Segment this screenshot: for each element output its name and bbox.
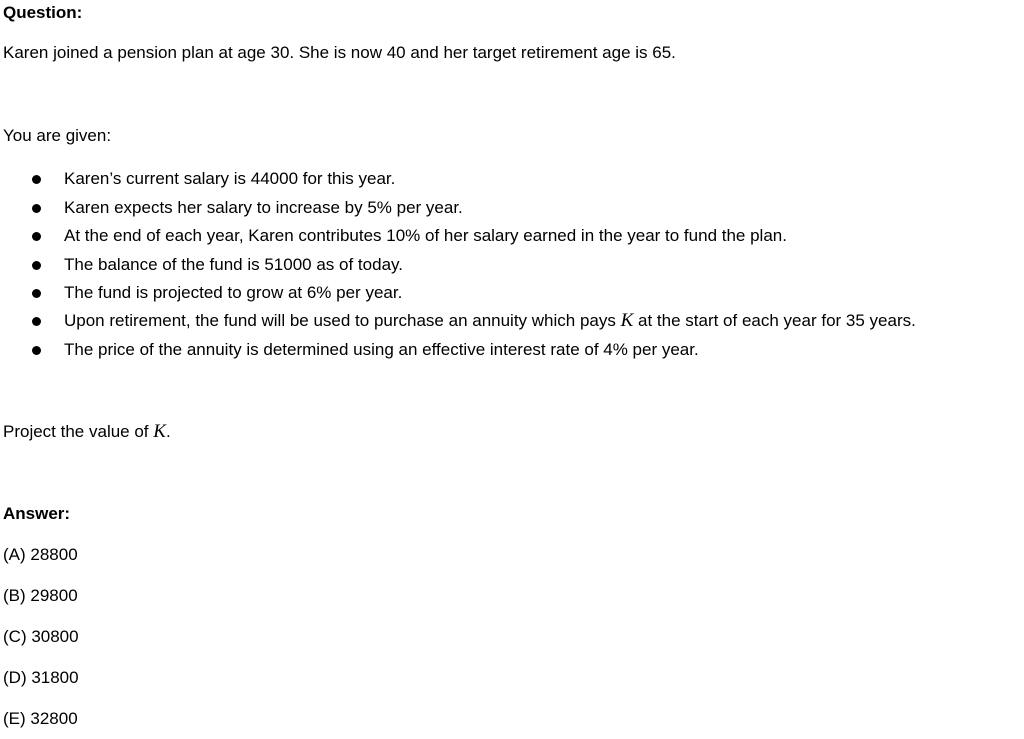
bullet-icon	[32, 261, 41, 270]
bullet-icon	[32, 204, 41, 213]
text-segment: Project the value of	[3, 422, 154, 441]
question-prompt	[3, 421, 171, 443]
list-item-text: Karen’s current salary is 44000 for this year.	[64, 169, 396, 188]
answer-heading: Answer:	[3, 504, 71, 523]
answer-option: (D) 31800	[3, 668, 79, 687]
list-item-text: The balance of the fund is 51000 as of today.	[64, 255, 403, 274]
math-variable: K	[153, 421, 166, 442]
answer-option: (E) 32800	[3, 709, 78, 728]
text-segment: .	[165, 422, 171, 441]
answer-option: (A) 28800	[3, 545, 78, 564]
list-item-text: The price of the annuity is determined using an effective interest rate of 4% per year.	[64, 340, 699, 359]
list-item-text: The fund is projected to grow at 6% per year.	[64, 283, 403, 302]
question-intro: Karen joined a pension plan at age 30. She is now 40 and her target retirement age is 65.	[3, 43, 676, 62]
math-variable: K	[620, 310, 634, 331]
list-item-text	[64, 310, 916, 332]
answer-option: (C) 30800	[3, 627, 79, 646]
answer-option: (B) 29800	[3, 586, 78, 605]
bullet-icon	[32, 346, 41, 355]
bullet-icon	[32, 232, 41, 241]
bullet-icon	[32, 175, 41, 184]
text-segment: at the start of each year for 35 years.	[633, 311, 916, 330]
list-item-text: At the end of each year, Karen contributes 10% of her salary earned in the year to fund the plan.	[64, 226, 787, 245]
list-item-text: Karen expects her salary to increase by 5% per year.	[64, 198, 463, 217]
text-segment: Upon retirement, the fund will be used to purchase an annuity which pays	[64, 311, 621, 330]
question-heading: Question:	[3, 3, 83, 22]
bullet-icon	[32, 289, 41, 298]
bullet-icon	[32, 317, 41, 326]
given-label: You are given:	[3, 126, 112, 145]
